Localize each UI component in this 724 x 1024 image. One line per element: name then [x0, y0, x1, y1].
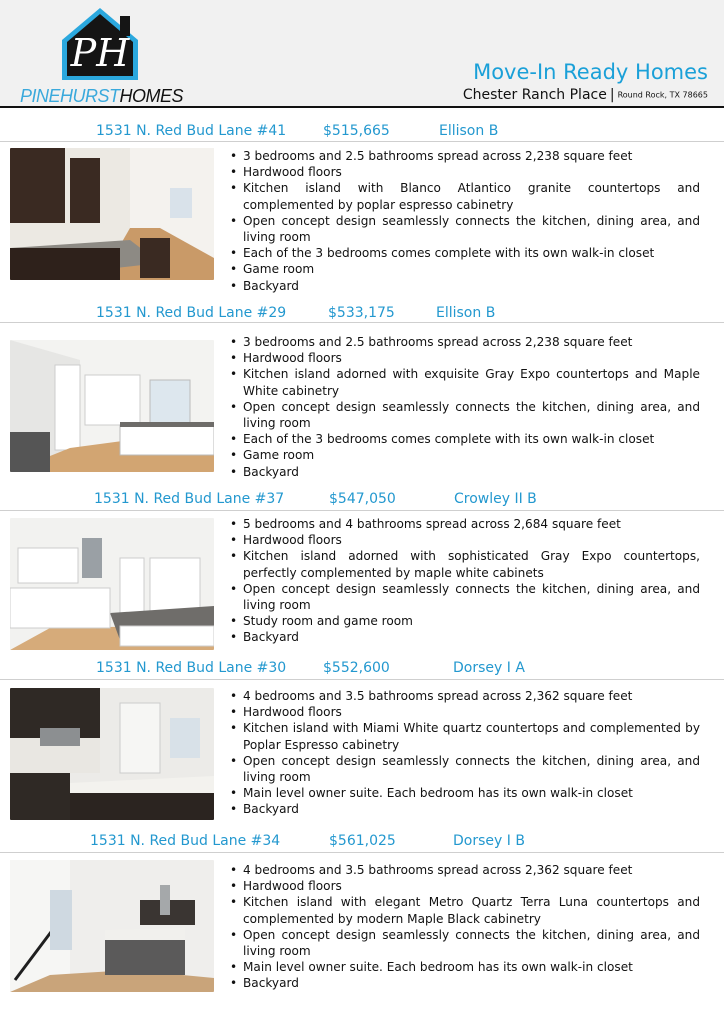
feature-item: • Hardwood floors: [228, 878, 700, 894]
feature-item: • 4 bedrooms and 3.5 bathrooms spread across 2,362 square feet: [228, 688, 700, 704]
feature-item: • Open concept design seamlessly connects the kitchen, dining area, and living room: [228, 399, 700, 431]
listing-price: $533,175: [328, 305, 395, 321]
feature-item: • Kitchen island with Miami White quartz countertops and complemented by Poplar Espresso cabinetry: [228, 720, 700, 752]
kitchen-photo: [10, 860, 214, 992]
feature-list: [228, 688, 700, 818]
listing-plan: Crowley II B: [454, 491, 537, 507]
feature-list: [228, 862, 700, 992]
listing-divider: [0, 510, 724, 511]
listing-address: 1531 N. Red Bud Lane #30: [96, 660, 287, 676]
feature-item: • Backyard: [228, 278, 700, 294]
feature-list: [228, 516, 700, 646]
page-header: [0, 0, 724, 106]
feature-list: [228, 148, 700, 294]
feature-item: • Backyard: [228, 975, 700, 991]
listing-address: 1531 N. Red Bud Lane #34: [90, 833, 281, 849]
listing-price: $561,025: [329, 833, 396, 849]
listing-address: 1531 N. Red Bud Lane #41: [96, 123, 287, 139]
svg-text:PH: PH: [70, 31, 130, 75]
feature-item: • Study room and game room: [228, 613, 700, 629]
feature-item: • Hardwood floors: [228, 350, 700, 366]
feature-item: • 5 bedrooms and 4 bathrooms spread across 2,684 square feet: [228, 516, 700, 532]
listing-plan: Dorsey I B: [453, 833, 525, 849]
listing-price: $552,600: [323, 660, 390, 676]
feature-item: • Open concept design seamlessly connects the kitchen, dining area, and living room: [228, 213, 700, 245]
listing-price: $547,050: [329, 491, 396, 507]
listing-header: [0, 123, 724, 143]
feature-item: • Each of the 3 bedrooms comes complete with its own walk-in closet: [228, 431, 700, 447]
brand-wordmark: PINEHURSTHOMES: [20, 86, 184, 106]
feature-item: • Kitchen island adorned with exquisite Gray Expo countertops and Maple White cabinetry: [228, 366, 700, 398]
listing-address: 1531 N. Red Bud Lane #37: [94, 491, 285, 507]
kitchen-photo: [10, 688, 214, 820]
feature-item: • Hardwood floors: [228, 704, 700, 720]
header-divider: [0, 106, 724, 108]
feature-item: • 4 bedrooms and 3.5 bathrooms spread across 2,362 square feet: [228, 862, 700, 878]
feature-item: • Each of the 3 bedrooms comes complete with its own walk-in closet: [228, 245, 700, 261]
listing-header: [0, 660, 724, 680]
feature-item: • 3 bedrooms and 2.5 bathrooms spread across 2,238 square feet: [228, 148, 700, 164]
listing-address: 1531 N. Red Bud Lane #29: [96, 305, 287, 321]
page-title: Move-In Ready Homes: [473, 60, 708, 84]
feature-item: • Game room: [228, 447, 700, 463]
listing-plan: Ellison B: [439, 123, 499, 139]
feature-item: • Open concept design seamlessly connects the kitchen, dining area, and living room: [228, 927, 700, 959]
feature-item: • Open concept design seamlessly connects the kitchen, dining area, and living room: [228, 581, 700, 613]
feature-item: • Open concept design seamlessly connects the kitchen, dining area, and living room: [228, 753, 700, 785]
feature-item: • Backyard: [228, 801, 700, 817]
listing-divider: [0, 679, 724, 680]
listing-divider: [0, 322, 724, 323]
feature-item: • 3 bedrooms and 2.5 bathrooms spread across 2,238 square feet: [228, 334, 700, 350]
feature-item: • Kitchen island with Blanco Atlantico granite countertops and complemented by poplar espresso cabinetry: [228, 180, 700, 212]
kitchen-photo: [10, 148, 214, 280]
feature-item: • Backyard: [228, 629, 700, 645]
listing-plan: Dorsey I A: [453, 660, 525, 676]
feature-item: • Game room: [228, 261, 700, 277]
listing-header: [0, 833, 724, 853]
listing-divider: [0, 852, 724, 853]
listing-header: [0, 491, 724, 511]
kitchen-photo: [10, 340, 214, 472]
feature-item: • Hardwood floors: [228, 164, 700, 180]
feature-item: • Main level owner suite. Each bedroom has its own walk-in closet: [228, 785, 700, 801]
listing-divider: [0, 141, 724, 142]
feature-list: [228, 334, 700, 480]
listing-price: $515,665: [323, 123, 390, 139]
kitchen-photo: [10, 518, 214, 650]
feature-item: • Backyard: [228, 464, 700, 480]
feature-item: • Main level owner suite. Each bedroom has its own walk-in closet: [228, 959, 700, 975]
feature-item: • Hardwood floors: [228, 532, 700, 548]
feature-item: • Kitchen island with elegant Metro Quartz Terra Luna countertops and complemented by modern Maple Black cabinetry: [228, 894, 700, 926]
community-subtitle: Chester Ranch Place | Round Rock, TX 78665: [462, 87, 708, 103]
listing-plan: Ellison B: [436, 305, 496, 321]
feature-item: • Kitchen island adorned with sophisticated Gray Expo countertops, perfectly complemented by maple white cabinets: [228, 548, 700, 580]
